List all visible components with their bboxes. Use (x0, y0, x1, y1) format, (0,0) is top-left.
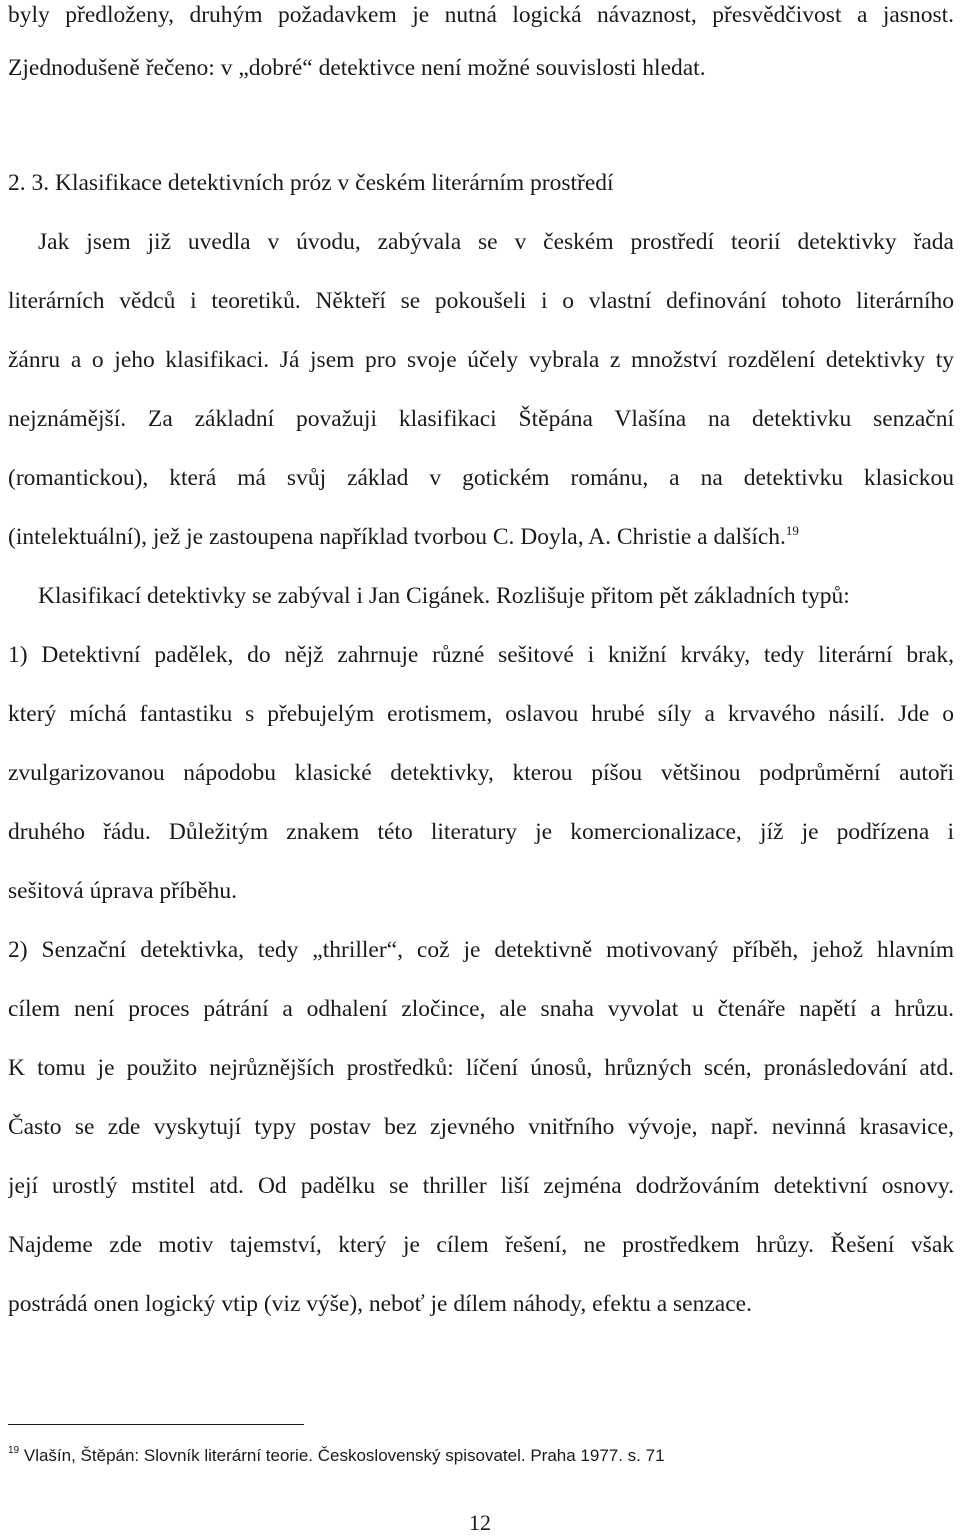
list-item-line: 2) Senzační detektivka, tedy „thriller“, což je detektivně motivovaný příběh, jehož hlavním (8, 937, 954, 963)
list-item-line: postrádá onen logický vtip (viz výše), neboť je dílem náhody, efektu a senzace. (8, 1291, 752, 1317)
body-text-line: byly předloženy, druhým požadavkem je nutná logická návaznost, přesvědčivost a jasnost. (8, 2, 954, 28)
list-item-line: 1) Detektivní padělek, do nějž zahrnuje různé sešitové i knižní krváky, tedy literární brak, (8, 642, 954, 668)
footnote (8, 1444, 948, 1468)
list-item-line: její urostlý mstitel atd. Od padělku se thriller liší zejména dodržováním detektivní osnovy. (8, 1173, 954, 1199)
footnote-text: Vlašín, Štěpán: Slovník literární teorie. Československý spisovatel. Praha 1977. s. 71 (23, 1446, 665, 1465)
footnote-marker: 19 (8, 1445, 20, 1456)
list-item-line: sešitová úprava příběhu. (8, 878, 238, 904)
list-item-line: druhého řádu. Důležitým znakem této literatury je komercionalizace, jíž je podřízena i (8, 819, 954, 845)
list-item-line: K tomu je použito nejrůznějších prostředků: líčení únosů, hrůzných scén, pronásledování atd. (8, 1055, 954, 1081)
list-item-line: zvulgarizovanou nápodobu klasické detektivky, kterou píšou většinou podprůměrní autoři (8, 760, 954, 786)
page-number: 12 (469, 1510, 491, 1535)
body-text-line: Klasifikací detektivky se zabýval i Jan Cigánek. Rozlišuje přitom pět základních typů: (38, 583, 850, 609)
body-text-line: Jak jsem již uvedla v úvodu, zabývala se v českém prostředí teorií detektivky řada (38, 229, 954, 255)
body-text-line-with-footnote (8, 522, 954, 552)
section-heading: 2. 3. Klasifikace detektivních próz v českém literárním prostředí (8, 170, 614, 196)
list-item-line: cílem není proces pátrání a odhalení zločince, ale snaha vyvolat u čtenáře napětí a hrůzu. (8, 996, 954, 1022)
body-text-line: nejznámější. Za základní považuji klasifikaci Štěpána Vlašína na detektivku senzační (8, 406, 954, 432)
body-text-line: Zjednodušeně řečeno: v „dobré“ detektivce není možné souvislosti hledat. (8, 55, 706, 81)
list-item-line: Najdeme zde motiv tajemství, který je cílem řešení, ne prostředkem hrůzy. Řešení však (8, 1232, 954, 1258)
body-text-line: literárních vědců i teoretiků. Někteří se pokoušeli i o vlastní definování tohoto literárního (8, 288, 954, 314)
list-item-line: který míchá fantastiku s přebujelým erotismem, oslavou hrubé síly a krvavého násilí. Jde o (8, 701, 954, 727)
body-text-line: (romantickou), která má svůj základ v gotickém románu, a na detektivku klasickou (8, 465, 954, 491)
body-text: (intelektuální), jež je zastoupena například tvorbou C. Doyla, A. Christie a dalších. (8, 524, 786, 550)
footnote-reference: 19 (785, 523, 799, 538)
body-text-line: žánru a o jeho klasifikaci. Já jsem pro svoje účely vybrala z množství rozdělení detektivky ty (8, 347, 954, 373)
list-item-line: Často se zde vyskytují typy postav bez zjevného vnitřního vývoje, např. nevinná krasavice, (8, 1114, 954, 1140)
footnote-divider (8, 1424, 304, 1425)
